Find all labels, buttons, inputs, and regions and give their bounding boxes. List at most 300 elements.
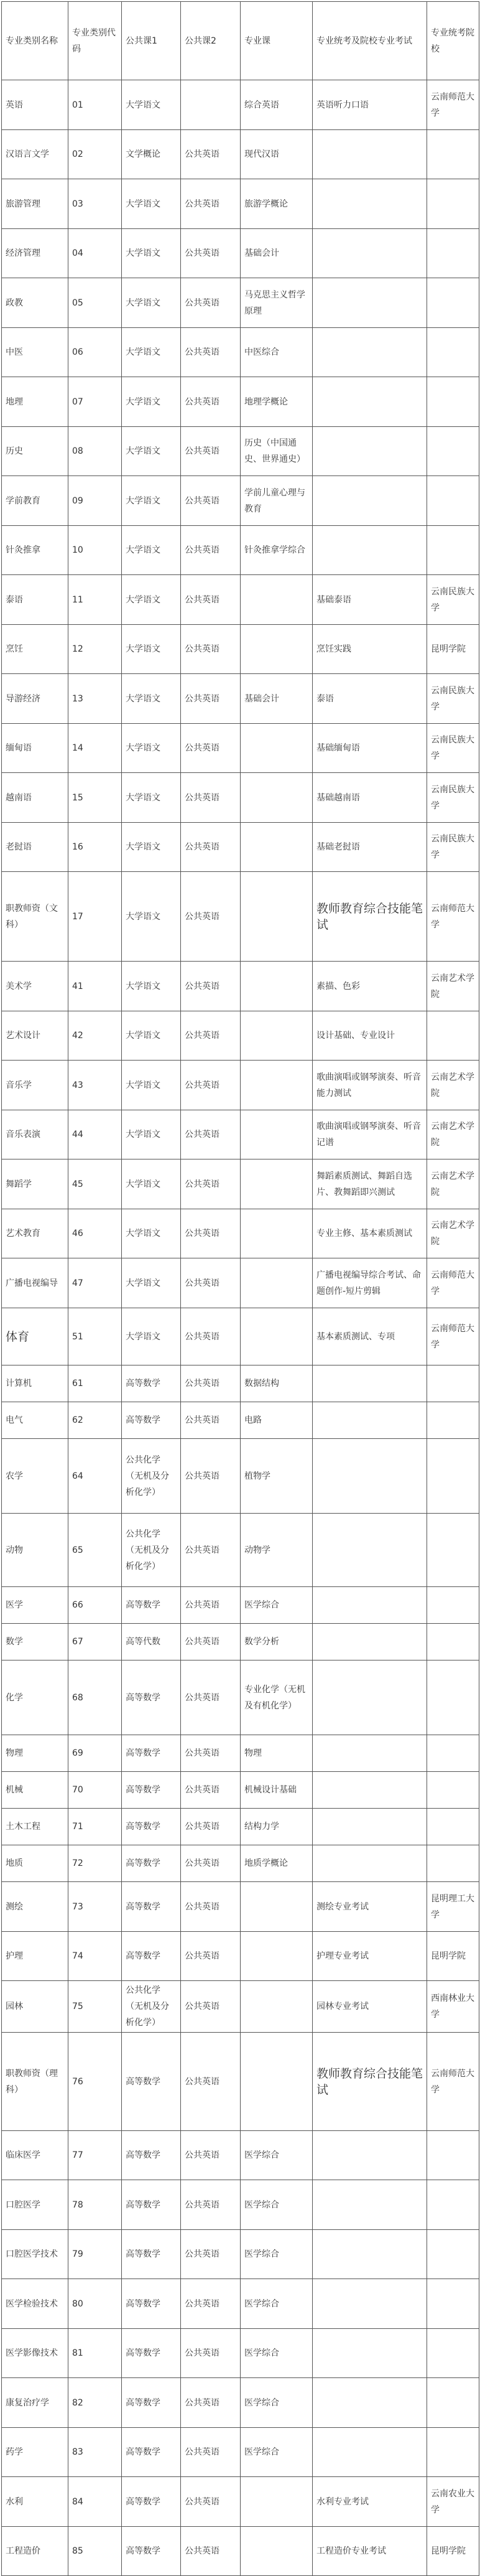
table-row xyxy=(2,2378,479,2428)
table-cell-professional-course xyxy=(241,962,313,1011)
table-cell-public-course-1: 高等数学 xyxy=(122,2279,181,2329)
table-cell-professional-course xyxy=(241,2033,313,2131)
table-cell-public-course-2: 公共英语 xyxy=(181,1209,241,1258)
table-cell-exam-institution: 云南艺术学院 xyxy=(427,1110,479,1159)
table-cell-major-name: 学前教育 xyxy=(2,476,68,526)
table-cell-professional-course: 物理 xyxy=(241,1735,313,1772)
table-cell-public-course-1: 大学语文 xyxy=(122,526,181,575)
table-cell-professional-exam: 水利专业考试 xyxy=(313,2477,427,2527)
table-cell-major-code: 62 xyxy=(68,1402,122,1439)
table-cell-major-code: 85 xyxy=(68,2527,122,2576)
table-cell-major-name: 导游经济 xyxy=(2,674,68,724)
table-cell-exam-institution: 云南农业大学 xyxy=(427,2477,479,2527)
table-cell-major-code: 67 xyxy=(68,1624,122,1660)
table-cell-public-course-2: 公共英语 xyxy=(181,2033,241,2131)
table-cell-professional-exam xyxy=(313,2428,427,2477)
table-cell-major-name: 数学 xyxy=(2,1624,68,1660)
table-cell-public-course-2: 公共英语 xyxy=(181,2329,241,2378)
table-row xyxy=(2,1882,479,1932)
table-cell-major-name: 工程造价 xyxy=(2,2527,68,2576)
table-row xyxy=(2,2131,479,2180)
table-cell-public-course-1: 高等数学 xyxy=(122,2378,181,2428)
table-cell-major-code: 68 xyxy=(68,1660,122,1735)
table-cell-major-name: 护理 xyxy=(2,1932,68,1981)
table-cell-major-code: 76 xyxy=(68,2033,122,2131)
table-row xyxy=(2,328,479,377)
table-cell-public-course-2: 公共英语 xyxy=(181,674,241,724)
table-cell-major-name: 烹饪 xyxy=(2,625,68,674)
table-cell-professional-course: 现代汉语 xyxy=(241,130,313,179)
table-cell-major-name: 汉语言文学 xyxy=(2,130,68,179)
table-cell-major-name: 职教师资（理科） xyxy=(2,2033,68,2131)
table-cell-major-name: 口腔医学 xyxy=(2,2180,68,2230)
table-cell-public-course-2: 公共英语 xyxy=(181,1660,241,1735)
table-cell-professional-exam xyxy=(313,1439,427,1514)
table-row xyxy=(2,1011,479,1061)
table-row xyxy=(2,2527,479,2576)
table-cell-exam-institution xyxy=(427,2378,479,2428)
table-cell-exam-institution xyxy=(427,1845,479,1882)
table-cell-public-course-2: 公共英语 xyxy=(181,1439,241,1514)
table-cell-public-course-2: 公共英语 xyxy=(181,2477,241,2527)
table-cell-professional-course xyxy=(241,1308,313,1365)
table-row xyxy=(2,2477,479,2527)
table-cell-professional-course: 医学综合 xyxy=(241,2230,313,2279)
table-cell-exam-institution: 云南民族大学 xyxy=(427,724,479,773)
table-cell-exam-institution: 昆明学院 xyxy=(427,625,479,674)
table-row xyxy=(2,2180,479,2230)
table-cell-major-name: 体育 xyxy=(2,1308,68,1365)
table-cell-exam-institution xyxy=(427,2279,479,2329)
table-row xyxy=(2,1258,479,1308)
table-cell-public-course-1: 大学语文 xyxy=(122,823,181,872)
table-cell-major-code: 82 xyxy=(68,2378,122,2428)
table-cell-major-name: 老挝语 xyxy=(2,823,68,872)
table-cell-professional-course xyxy=(241,1061,313,1110)
table-cell-major-code: 12 xyxy=(68,625,122,674)
table-cell-exam-institution: 云南师范大学 xyxy=(427,1258,479,1308)
table-cell-public-course-2: 公共英语 xyxy=(181,229,241,278)
table-cell-major-code: 43 xyxy=(68,1061,122,1110)
table-row xyxy=(2,229,479,278)
table-cell-major-code: 71 xyxy=(68,1809,122,1845)
table-cell-public-course-1: 大学语文 xyxy=(122,179,181,229)
table-cell-professional-course: 旅游学概论 xyxy=(241,179,313,229)
table-cell-major-name: 广播电视编导 xyxy=(2,1258,68,1308)
header-cell-major-name: 专业类别名称 xyxy=(2,2,68,80)
table-cell-public-course-1: 大学语文 xyxy=(122,625,181,674)
table-cell-public-course-2: 公共英语 xyxy=(181,962,241,1011)
table-cell-exam-institution: 云南艺术学院 xyxy=(427,1209,479,1258)
table-cell-public-course-1: 大学语文 xyxy=(122,1159,181,1209)
table-cell-public-course-2: 公共英语 xyxy=(181,625,241,674)
table-cell-exam-institution: 云南民族大学 xyxy=(427,674,479,724)
table-row xyxy=(2,427,479,476)
table-cell-public-course-1: 文学概论 xyxy=(122,130,181,179)
table-cell-professional-exam xyxy=(313,1660,427,1735)
table-cell-exam-institution xyxy=(427,328,479,377)
table-cell-exam-institution: 云南民族大学 xyxy=(427,575,479,625)
table-row xyxy=(2,1660,479,1735)
table-cell-major-name: 化学 xyxy=(2,1660,68,1735)
table-cell-major-code: 11 xyxy=(68,575,122,625)
table-row xyxy=(2,179,479,229)
table-cell-professional-exam xyxy=(313,328,427,377)
table-cell-public-course-1: 高等数学 xyxy=(122,1365,181,1402)
table-cell-public-course-1: 大学语文 xyxy=(122,674,181,724)
table-cell-major-code: 64 xyxy=(68,1439,122,1514)
table-cell-major-code: 66 xyxy=(68,1587,122,1624)
table-cell-professional-course xyxy=(241,823,313,872)
table-cell-major-name: 美术学 xyxy=(2,962,68,1011)
table-row xyxy=(2,2230,479,2279)
table-cell-public-course-1: 大学语文 xyxy=(122,575,181,625)
table-cell-public-course-1: 公共化学（无机及分析化学） xyxy=(122,1439,181,1514)
table-cell-professional-course: 综合英语 xyxy=(241,80,313,130)
table-cell-professional-course xyxy=(241,1159,313,1209)
table-row xyxy=(2,476,479,526)
table-cell-major-name: 缅甸语 xyxy=(2,724,68,773)
table-cell-major-code: 14 xyxy=(68,724,122,773)
table-cell-public-course-2: 公共英语 xyxy=(181,427,241,476)
table-cell-major-name: 医学检验技术 xyxy=(2,2279,68,2329)
table-cell-major-name: 农学 xyxy=(2,1439,68,1514)
table-cell-professional-exam: 基本素质测试、专项 xyxy=(313,1308,427,1365)
table-cell-major-name: 旅游管理 xyxy=(2,179,68,229)
table-cell-major-name: 机械 xyxy=(2,1772,68,1809)
table-cell-exam-institution: 云南艺术学院 xyxy=(427,962,479,1011)
table-cell-professional-exam xyxy=(313,2279,427,2329)
table-cell-professional-exam: 素描、色彩 xyxy=(313,962,427,1011)
table-cell-professional-exam xyxy=(313,1402,427,1439)
table-cell-professional-course: 基础会计 xyxy=(241,674,313,724)
table-cell-professional-exam xyxy=(313,476,427,526)
table-cell-professional-course xyxy=(241,1932,313,1981)
table-cell-public-course-1: 大学语文 xyxy=(122,1209,181,1258)
table-cell-major-name: 土木工程 xyxy=(2,1809,68,1845)
table-cell-professional-exam xyxy=(313,1587,427,1624)
table-cell-public-course-1: 高等数学 xyxy=(122,1809,181,1845)
table-cell-professional-exam xyxy=(313,2180,427,2230)
table-row xyxy=(2,773,479,823)
table-row xyxy=(2,1735,479,1772)
table-cell-major-name: 音乐表演 xyxy=(2,1110,68,1159)
table-cell-professional-exam: 教师教育综合技能笔试 xyxy=(313,872,427,962)
table-cell-professional-course: 医学综合 xyxy=(241,2180,313,2230)
table-row xyxy=(2,130,479,179)
table-cell-public-course-1: 大学语文 xyxy=(122,962,181,1011)
table-cell-professional-exam xyxy=(313,2131,427,2180)
table-cell-public-course-2: 公共英语 xyxy=(181,278,241,328)
table-cell-exam-institution: 昆明学院 xyxy=(427,2527,479,2576)
table-cell-major-code: 13 xyxy=(68,674,122,724)
table-cell-public-course-2: 公共英语 xyxy=(181,2230,241,2279)
table-cell-major-name: 政教 xyxy=(2,278,68,328)
table-cell-exam-institution xyxy=(427,1439,479,1514)
table-row xyxy=(2,526,479,575)
table-cell-public-course-1: 高等数学 xyxy=(122,1402,181,1439)
major-exam-table xyxy=(1,1,479,2576)
table-row xyxy=(2,1981,479,2033)
table-cell-professional-exam: 专业主修、基本素质测试 xyxy=(313,1209,427,1258)
table-cell-public-course-2: 公共英语 xyxy=(181,1110,241,1159)
table-row xyxy=(2,575,479,625)
table-cell-major-code: 15 xyxy=(68,773,122,823)
table-cell-public-course-1: 大学语文 xyxy=(122,278,181,328)
table-cell-professional-course: 学前儿童心理与教育 xyxy=(241,476,313,526)
table-cell-public-course-2 xyxy=(181,80,241,130)
table-cell-major-code: 06 xyxy=(68,328,122,377)
table-cell-professional-course: 医学综合 xyxy=(241,2428,313,2477)
table-cell-major-name: 历史 xyxy=(2,427,68,476)
table-cell-major-name: 经济管理 xyxy=(2,229,68,278)
table-cell-professional-course xyxy=(241,724,313,773)
table-cell-professional-course: 针灸推拿学综合 xyxy=(241,526,313,575)
table-cell-major-name: 物理 xyxy=(2,1735,68,1772)
table-cell-professional-exam: 工程造价专业考试 xyxy=(313,2527,427,2576)
table-row xyxy=(2,1402,479,1439)
table-cell-major-name: 地理 xyxy=(2,377,68,427)
table-cell-professional-course: 数据结构 xyxy=(241,1365,313,1402)
table-cell-public-course-2: 公共英语 xyxy=(181,526,241,575)
table-cell-major-code: 09 xyxy=(68,476,122,526)
table-cell-public-course-1: 大学语文 xyxy=(122,1011,181,1061)
table-cell-public-course-1: 大学语文 xyxy=(122,229,181,278)
table-cell-professional-exam: 广播电视编导综合考试、命题创作-短片剪辑 xyxy=(313,1258,427,1308)
table-cell-professional-exam xyxy=(313,1735,427,1772)
table-cell-professional-course xyxy=(241,625,313,674)
table-row xyxy=(2,872,479,962)
table-cell-public-course-1: 大学语文 xyxy=(122,724,181,773)
table-cell-major-name: 医学 xyxy=(2,1587,68,1624)
table-cell-professional-exam: 基础老挝语 xyxy=(313,823,427,872)
table-cell-professional-course: 医学综合 xyxy=(241,2131,313,2180)
table-cell-exam-institution xyxy=(427,2329,479,2378)
table-cell-professional-course: 动物学 xyxy=(241,1514,313,1587)
table-cell-professional-exam: 歌曲演唱或钢琴演奏、听音能力测试 xyxy=(313,1061,427,1110)
table-cell-major-name: 动物 xyxy=(2,1514,68,1587)
table-cell-major-name: 地质 xyxy=(2,1845,68,1882)
table-row xyxy=(2,377,479,427)
table-cell-major-code: 74 xyxy=(68,1932,122,1981)
table-cell-public-course-2: 公共英语 xyxy=(181,1845,241,1882)
table-cell-major-code: 84 xyxy=(68,2477,122,2527)
table-cell-professional-exam xyxy=(313,1624,427,1660)
table-cell-professional-exam xyxy=(313,2378,427,2428)
table-cell-public-course-1: 大学语文 xyxy=(122,872,181,962)
table-cell-public-course-1: 大学语文 xyxy=(122,80,181,130)
table-cell-public-course-2: 公共英语 xyxy=(181,1365,241,1402)
table-cell-major-name: 中医 xyxy=(2,328,68,377)
table-cell-professional-exam xyxy=(313,1809,427,1845)
table-cell-major-name: 电气 xyxy=(2,1402,68,1439)
table-cell-professional-course: 中医综合 xyxy=(241,328,313,377)
table-cell-exam-institution xyxy=(427,1735,479,1772)
table-cell-exam-institution: 云南师范大学 xyxy=(427,80,479,130)
table-row xyxy=(2,1514,479,1587)
table-row xyxy=(2,1624,479,1660)
header-cell-exam-institution: 专业统考院校 xyxy=(427,2,479,80)
table-cell-public-course-2: 公共英语 xyxy=(181,1932,241,1981)
table-cell-professional-course xyxy=(241,575,313,625)
table-cell-exam-institution xyxy=(427,130,479,179)
table-cell-major-code: 78 xyxy=(68,2180,122,2230)
table-cell-professional-exam: 基础缅甸语 xyxy=(313,724,427,773)
table-cell-professional-course: 专业化学（无机及有机化学） xyxy=(241,1660,313,1735)
table-cell-professional-exam xyxy=(313,2329,427,2378)
table-row xyxy=(2,1159,479,1209)
table-cell-public-course-1: 高等数学 xyxy=(122,1882,181,1932)
table-cell-major-code: 65 xyxy=(68,1514,122,1587)
table-cell-public-course-2: 公共英语 xyxy=(181,2131,241,2180)
table-cell-exam-institution xyxy=(427,1624,479,1660)
table-cell-exam-institution: 云南师范大学 xyxy=(427,872,479,962)
table-cell-professional-exam: 教师教育综合技能笔试 xyxy=(313,2033,427,2131)
table-cell-major-code: 03 xyxy=(68,179,122,229)
table-cell-exam-institution: 昆明理工大学 xyxy=(427,1882,479,1932)
table-cell-major-code: 41 xyxy=(68,962,122,1011)
table-cell-public-course-1: 高等数学 xyxy=(122,1735,181,1772)
table-cell-major-code: 69 xyxy=(68,1735,122,1772)
table-row xyxy=(2,1365,479,1402)
table-cell-public-course-1: 高等数学 xyxy=(122,2230,181,2279)
table-cell-major-code: 44 xyxy=(68,1110,122,1159)
table-cell-public-course-1: 公共化学（无机及分析化学） xyxy=(122,1514,181,1587)
table-cell-major-name: 临床医学 xyxy=(2,2131,68,2180)
table-row xyxy=(2,1209,479,1258)
table-cell-major-code: 04 xyxy=(68,229,122,278)
table-cell-major-name: 园林 xyxy=(2,1981,68,2033)
table-cell-major-code: 77 xyxy=(68,2131,122,2180)
table-cell-public-course-1: 大学语文 xyxy=(122,427,181,476)
table-cell-major-name: 水利 xyxy=(2,2477,68,2527)
table-cell-major-name: 艺术教育 xyxy=(2,1209,68,1258)
table-cell-public-course-1: 大学语文 xyxy=(122,1061,181,1110)
table-cell-major-code: 79 xyxy=(68,2230,122,2279)
table-cell-major-name: 医学影像技术 xyxy=(2,2329,68,2378)
table-row xyxy=(2,674,479,724)
table-row xyxy=(2,1932,479,1981)
table-row xyxy=(2,2428,479,2477)
table-row xyxy=(2,1110,479,1159)
table-cell-public-course-2: 公共英语 xyxy=(181,1735,241,1772)
table-cell-major-name: 英语 xyxy=(2,80,68,130)
table-cell-public-course-1: 高等代数 xyxy=(122,1624,181,1660)
table-cell-exam-institution: 云南师范大学 xyxy=(427,2033,479,2131)
table-cell-professional-exam xyxy=(313,1845,427,1882)
table-cell-exam-institution xyxy=(427,377,479,427)
table-cell-public-course-2: 公共英语 xyxy=(181,377,241,427)
table-cell-professional-exam: 舞蹈素质测试、舞蹈自选片、教舞蹈即兴测试 xyxy=(313,1159,427,1209)
table-cell-public-course-1: 高等数学 xyxy=(122,1932,181,1981)
table-cell-professional-exam xyxy=(313,377,427,427)
table-cell-professional-course: 医学综合 xyxy=(241,2329,313,2378)
table-cell-major-code: 16 xyxy=(68,823,122,872)
table-cell-exam-institution xyxy=(427,1772,479,1809)
table-cell-public-course-2: 公共英语 xyxy=(181,1159,241,1209)
table-cell-professional-course: 医学综合 xyxy=(241,1587,313,1624)
table-cell-professional-exam xyxy=(313,1365,427,1402)
table-cell-public-course-1: 高等数学 xyxy=(122,1660,181,1735)
table-cell-major-code: 17 xyxy=(68,872,122,962)
table-cell-public-course-2: 公共英语 xyxy=(181,2378,241,2428)
table-cell-major-code: 02 xyxy=(68,130,122,179)
table-row xyxy=(2,962,479,1011)
table-row xyxy=(2,724,479,773)
table-cell-public-course-1: 高等数学 xyxy=(122,2428,181,2477)
table-cell-professional-course: 医学综合 xyxy=(241,2378,313,2428)
table-cell-public-course-2: 公共英语 xyxy=(181,1772,241,1809)
table-cell-exam-institution: 云南民族大学 xyxy=(427,773,479,823)
table-cell-professional-exam xyxy=(313,278,427,328)
table-cell-exam-institution: 西南林业大学 xyxy=(427,1981,479,2033)
table-cell-professional-exam xyxy=(313,1772,427,1809)
table-cell-public-course-1: 高等数学 xyxy=(122,1845,181,1882)
table-cell-professional-course: 基础会计 xyxy=(241,229,313,278)
table-cell-exam-institution: 云南师范大学 xyxy=(427,1308,479,1365)
table-cell-public-course-1: 大学语文 xyxy=(122,377,181,427)
table-cell-professional-exam: 烹饪实践 xyxy=(313,625,427,674)
table-cell-professional-course: 机械设计基础 xyxy=(241,1772,313,1809)
table-cell-professional-course xyxy=(241,1981,313,2033)
table-cell-professional-course xyxy=(241,1110,313,1159)
table-cell-public-course-2: 公共英语 xyxy=(181,1587,241,1624)
table-cell-exam-institution xyxy=(427,1402,479,1439)
table-cell-public-course-1: 大学语文 xyxy=(122,328,181,377)
table-cell-professional-course xyxy=(241,1882,313,1932)
table-cell-professional-exam: 英语听力口语 xyxy=(313,80,427,130)
table-cell-professional-exam xyxy=(313,179,427,229)
table-cell-professional-exam: 测绘专业考试 xyxy=(313,1882,427,1932)
table-cell-professional-course: 数学分析 xyxy=(241,1624,313,1660)
table-cell-public-course-1: 高等数学 xyxy=(122,2033,181,2131)
header-cell-major-code: 专业类别代码 xyxy=(68,2,122,80)
table-cell-professional-exam xyxy=(313,130,427,179)
table-cell-professional-course xyxy=(241,2527,313,2576)
table-cell-professional-course: 医学综合 xyxy=(241,2279,313,2329)
table-cell-professional-exam: 设计基础、专业设计 xyxy=(313,1011,427,1061)
table-cell-exam-institution xyxy=(427,229,479,278)
table-cell-professional-exam: 基础越南语 xyxy=(313,773,427,823)
table-cell-public-course-2: 公共英语 xyxy=(181,823,241,872)
table-cell-public-course-1: 高等数学 xyxy=(122,2329,181,2378)
table-cell-public-course-1: 大学语文 xyxy=(122,476,181,526)
table-cell-major-name: 越南语 xyxy=(2,773,68,823)
table-cell-professional-course: 马克思主义哲学原理 xyxy=(241,278,313,328)
table-cell-major-code: 07 xyxy=(68,377,122,427)
table-cell-major-code: 45 xyxy=(68,1159,122,1209)
table-cell-public-course-2: 公共英语 xyxy=(181,1061,241,1110)
table-cell-public-course-1: 高等数学 xyxy=(122,1772,181,1809)
table-cell-major-code: 47 xyxy=(68,1258,122,1308)
table-cell-exam-institution xyxy=(427,179,479,229)
table-cell-public-course-1: 大学语文 xyxy=(122,1308,181,1365)
table-cell-professional-exam: 泰语 xyxy=(313,674,427,724)
table-row xyxy=(2,1587,479,1624)
table-cell-public-course-2: 公共英语 xyxy=(181,724,241,773)
header-cell-public-course-2: 公共课2 xyxy=(181,2,241,80)
table-cell-public-course-2: 公共英语 xyxy=(181,1011,241,1061)
table-cell-exam-institution xyxy=(427,2131,479,2180)
table-cell-exam-institution xyxy=(427,1587,479,1624)
table-row xyxy=(2,2279,479,2329)
table-row xyxy=(2,1061,479,1110)
table-cell-public-course-2: 公共英语 xyxy=(181,1809,241,1845)
table-cell-major-code: 72 xyxy=(68,1845,122,1882)
table-row xyxy=(2,2033,479,2131)
table-cell-exam-institution xyxy=(427,476,479,526)
table-cell-professional-course: 植物学 xyxy=(241,1439,313,1514)
